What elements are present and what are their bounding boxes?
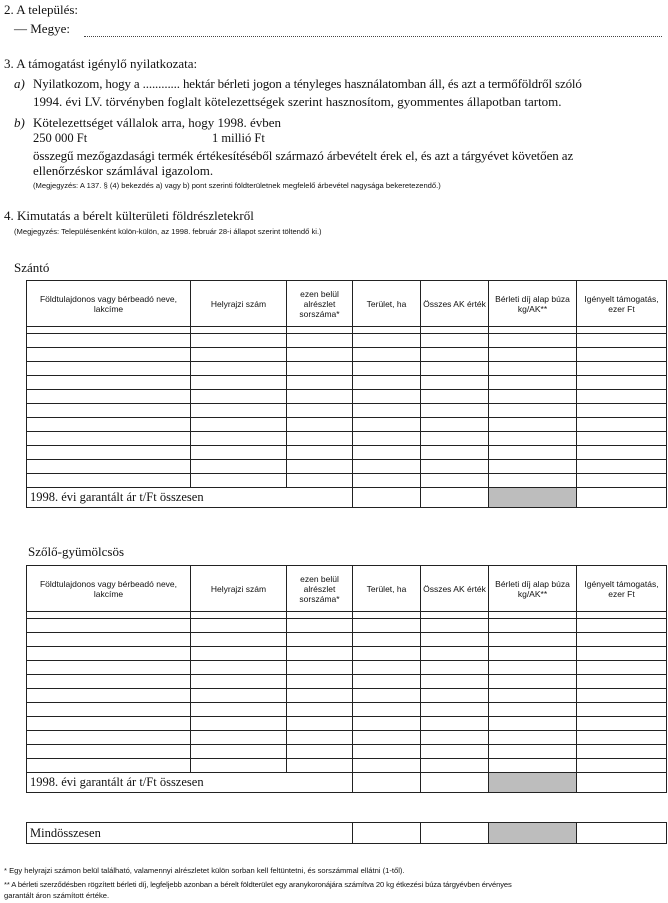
table-row[interactable] bbox=[27, 362, 667, 376]
col-header-support: Igényelt támogatás, ezer Ft bbox=[577, 566, 667, 612]
sum-ak-cell[interactable] bbox=[421, 488, 489, 508]
sum-support-cell[interactable] bbox=[577, 773, 667, 793]
table-row[interactable] bbox=[27, 759, 667, 773]
col-header-parcel: Helyrajzi szám bbox=[191, 281, 287, 327]
grand-total-row bbox=[26, 822, 667, 844]
amount-option-1[interactable]: 250 000 Ft bbox=[33, 131, 88, 145]
sum-area-cell[interactable] bbox=[353, 488, 421, 508]
table-row[interactable] bbox=[27, 633, 667, 647]
sum-rent-cell-shaded bbox=[489, 488, 577, 508]
col-header-parcel: Helyrajzi szám bbox=[191, 566, 287, 612]
col-header-owner: Földtulajdonos vagy bérbeadó neve, lakcíme bbox=[27, 566, 191, 612]
table-row[interactable] bbox=[27, 619, 667, 633]
item-b-marker: b) bbox=[14, 115, 25, 130]
col-header-area: Terület, ha bbox=[353, 566, 421, 612]
sum-area-cell[interactable] bbox=[353, 773, 421, 793]
table-header-row bbox=[27, 566, 667, 612]
table-row[interactable] bbox=[27, 689, 667, 703]
col-header-subparcel: ezen belül alrészlet sorszáma* bbox=[287, 281, 353, 327]
item-a-line1: Nyilatkozom, hogy a ............ hektár bérleti jogon a tényleges használatomban áll, és azt a termőföldről szóló bbox=[33, 76, 582, 91]
table-row[interactable] bbox=[27, 404, 667, 418]
section-4-note: (Megjegyzés: Településenként külön-külön, az 1998. február 28-i állapot szerint töltendő ki.) bbox=[14, 227, 322, 236]
table-row[interactable] bbox=[27, 717, 667, 731]
section-3-heading: 3. A támogatást igénylő nyilatkozata: bbox=[4, 56, 198, 71]
item-a-line2: 1994. évi LV. törvényben foglalt kötelezettségek szerint hasznosítom, gyommentes állapotban tartom. bbox=[33, 94, 562, 109]
table-row[interactable] bbox=[27, 745, 667, 759]
col-header-ak: Összes AK érték bbox=[421, 281, 489, 327]
szanto-table bbox=[26, 280, 667, 508]
col-header-rent: Bérleti díj alap búza kg/AK** bbox=[489, 566, 577, 612]
grand-total-support-cell[interactable] bbox=[577, 823, 667, 844]
table-header-row bbox=[27, 281, 667, 327]
sum-row bbox=[27, 488, 667, 508]
col-header-ak: Összes AK érték bbox=[421, 566, 489, 612]
col-header-subparcel: ezen belül alrészlet sorszáma* bbox=[287, 566, 353, 612]
sum-row-label: 1998. évi garantált ár t/Ft összesen bbox=[27, 488, 353, 508]
table-row[interactable] bbox=[27, 474, 667, 488]
szolo-table bbox=[26, 565, 667, 793]
table-row[interactable] bbox=[27, 432, 667, 446]
table-2-title: Szőlő-gyümölcsös bbox=[28, 544, 125, 559]
table-row[interactable] bbox=[27, 703, 667, 717]
item-b-note: (Megjegyzés: A 137. § (4) bekezdés a) vagy b) pont szerinti földterületnek megfelelő árbevétel nagysága bekeretezendő.) bbox=[33, 181, 441, 190]
megye-field[interactable] bbox=[84, 24, 662, 37]
table-row[interactable] bbox=[27, 661, 667, 675]
footnote-2-line2: garantált áron számított értéke. bbox=[4, 891, 110, 900]
sum-row bbox=[27, 773, 667, 793]
sum-row-label: 1998. évi garantált ár t/Ft összesen bbox=[27, 773, 353, 793]
table-row[interactable] bbox=[27, 348, 667, 362]
item-b-line4: ellenőrzéskor számlával igazolom. bbox=[33, 163, 214, 178]
table-row[interactable] bbox=[27, 376, 667, 390]
sum-ak-cell[interactable] bbox=[421, 773, 489, 793]
item-b-line1: Kötelezettséget vállalok arra, hogy 1998. évben bbox=[33, 115, 281, 130]
col-header-owner: Földtulajdonos vagy bérbeadó neve, lakcíme bbox=[27, 281, 191, 327]
table-row[interactable] bbox=[27, 460, 667, 474]
section-4-heading: 4. Kimutatás a bérelt külterületi földrészletekről bbox=[4, 208, 254, 223]
col-header-area: Terület, ha bbox=[353, 281, 421, 327]
item-b-line3: összegű mezőgazdasági termék értékesítéséből származó árbevételt érek el, és azt a tárgyévet követően az bbox=[33, 148, 574, 163]
table-row[interactable] bbox=[27, 390, 667, 404]
grand-total-ak-cell[interactable] bbox=[421, 823, 489, 844]
sum-support-cell[interactable] bbox=[577, 488, 667, 508]
col-header-support: Igényelt támogatás, ezer Ft bbox=[577, 281, 667, 327]
table-row[interactable] bbox=[27, 418, 667, 432]
table-row[interactable] bbox=[27, 731, 667, 745]
table-row[interactable] bbox=[27, 446, 667, 460]
grand-total-rent-cell-shaded bbox=[489, 823, 577, 844]
footnote-1: * Egy helyrajzi számon belül található, valamennyi alrészletet külön sorban kell feltüntetni, és sorszámmal ellátni (1-től). bbox=[4, 866, 405, 875]
table-row[interactable] bbox=[27, 647, 667, 661]
item-a-marker: a) bbox=[14, 76, 25, 91]
table-1-title: Szántó bbox=[14, 260, 50, 275]
amount-option-2[interactable]: 1 millió Ft bbox=[212, 131, 265, 145]
megye-label: — Megye: bbox=[14, 21, 70, 36]
table-row[interactable] bbox=[27, 675, 667, 689]
footnote-2-line1: ** A bérleti szerződésben rögzített bérleti díj, legfeljebb azonban a bérelt földterület egy aranykoronájára számítva 20 kg étkezési búza tárgyévben érvényes bbox=[4, 880, 512, 889]
grand-total-area-cell[interactable] bbox=[353, 823, 421, 844]
grand-total-label: Mindösszesen bbox=[27, 823, 353, 844]
sum-rent-cell-shaded bbox=[489, 773, 577, 793]
col-header-rent: Bérleti díj alap búza kg/AK** bbox=[489, 281, 577, 327]
section-2-heading: 2. A település: bbox=[4, 2, 79, 17]
table-row[interactable] bbox=[27, 334, 667, 348]
